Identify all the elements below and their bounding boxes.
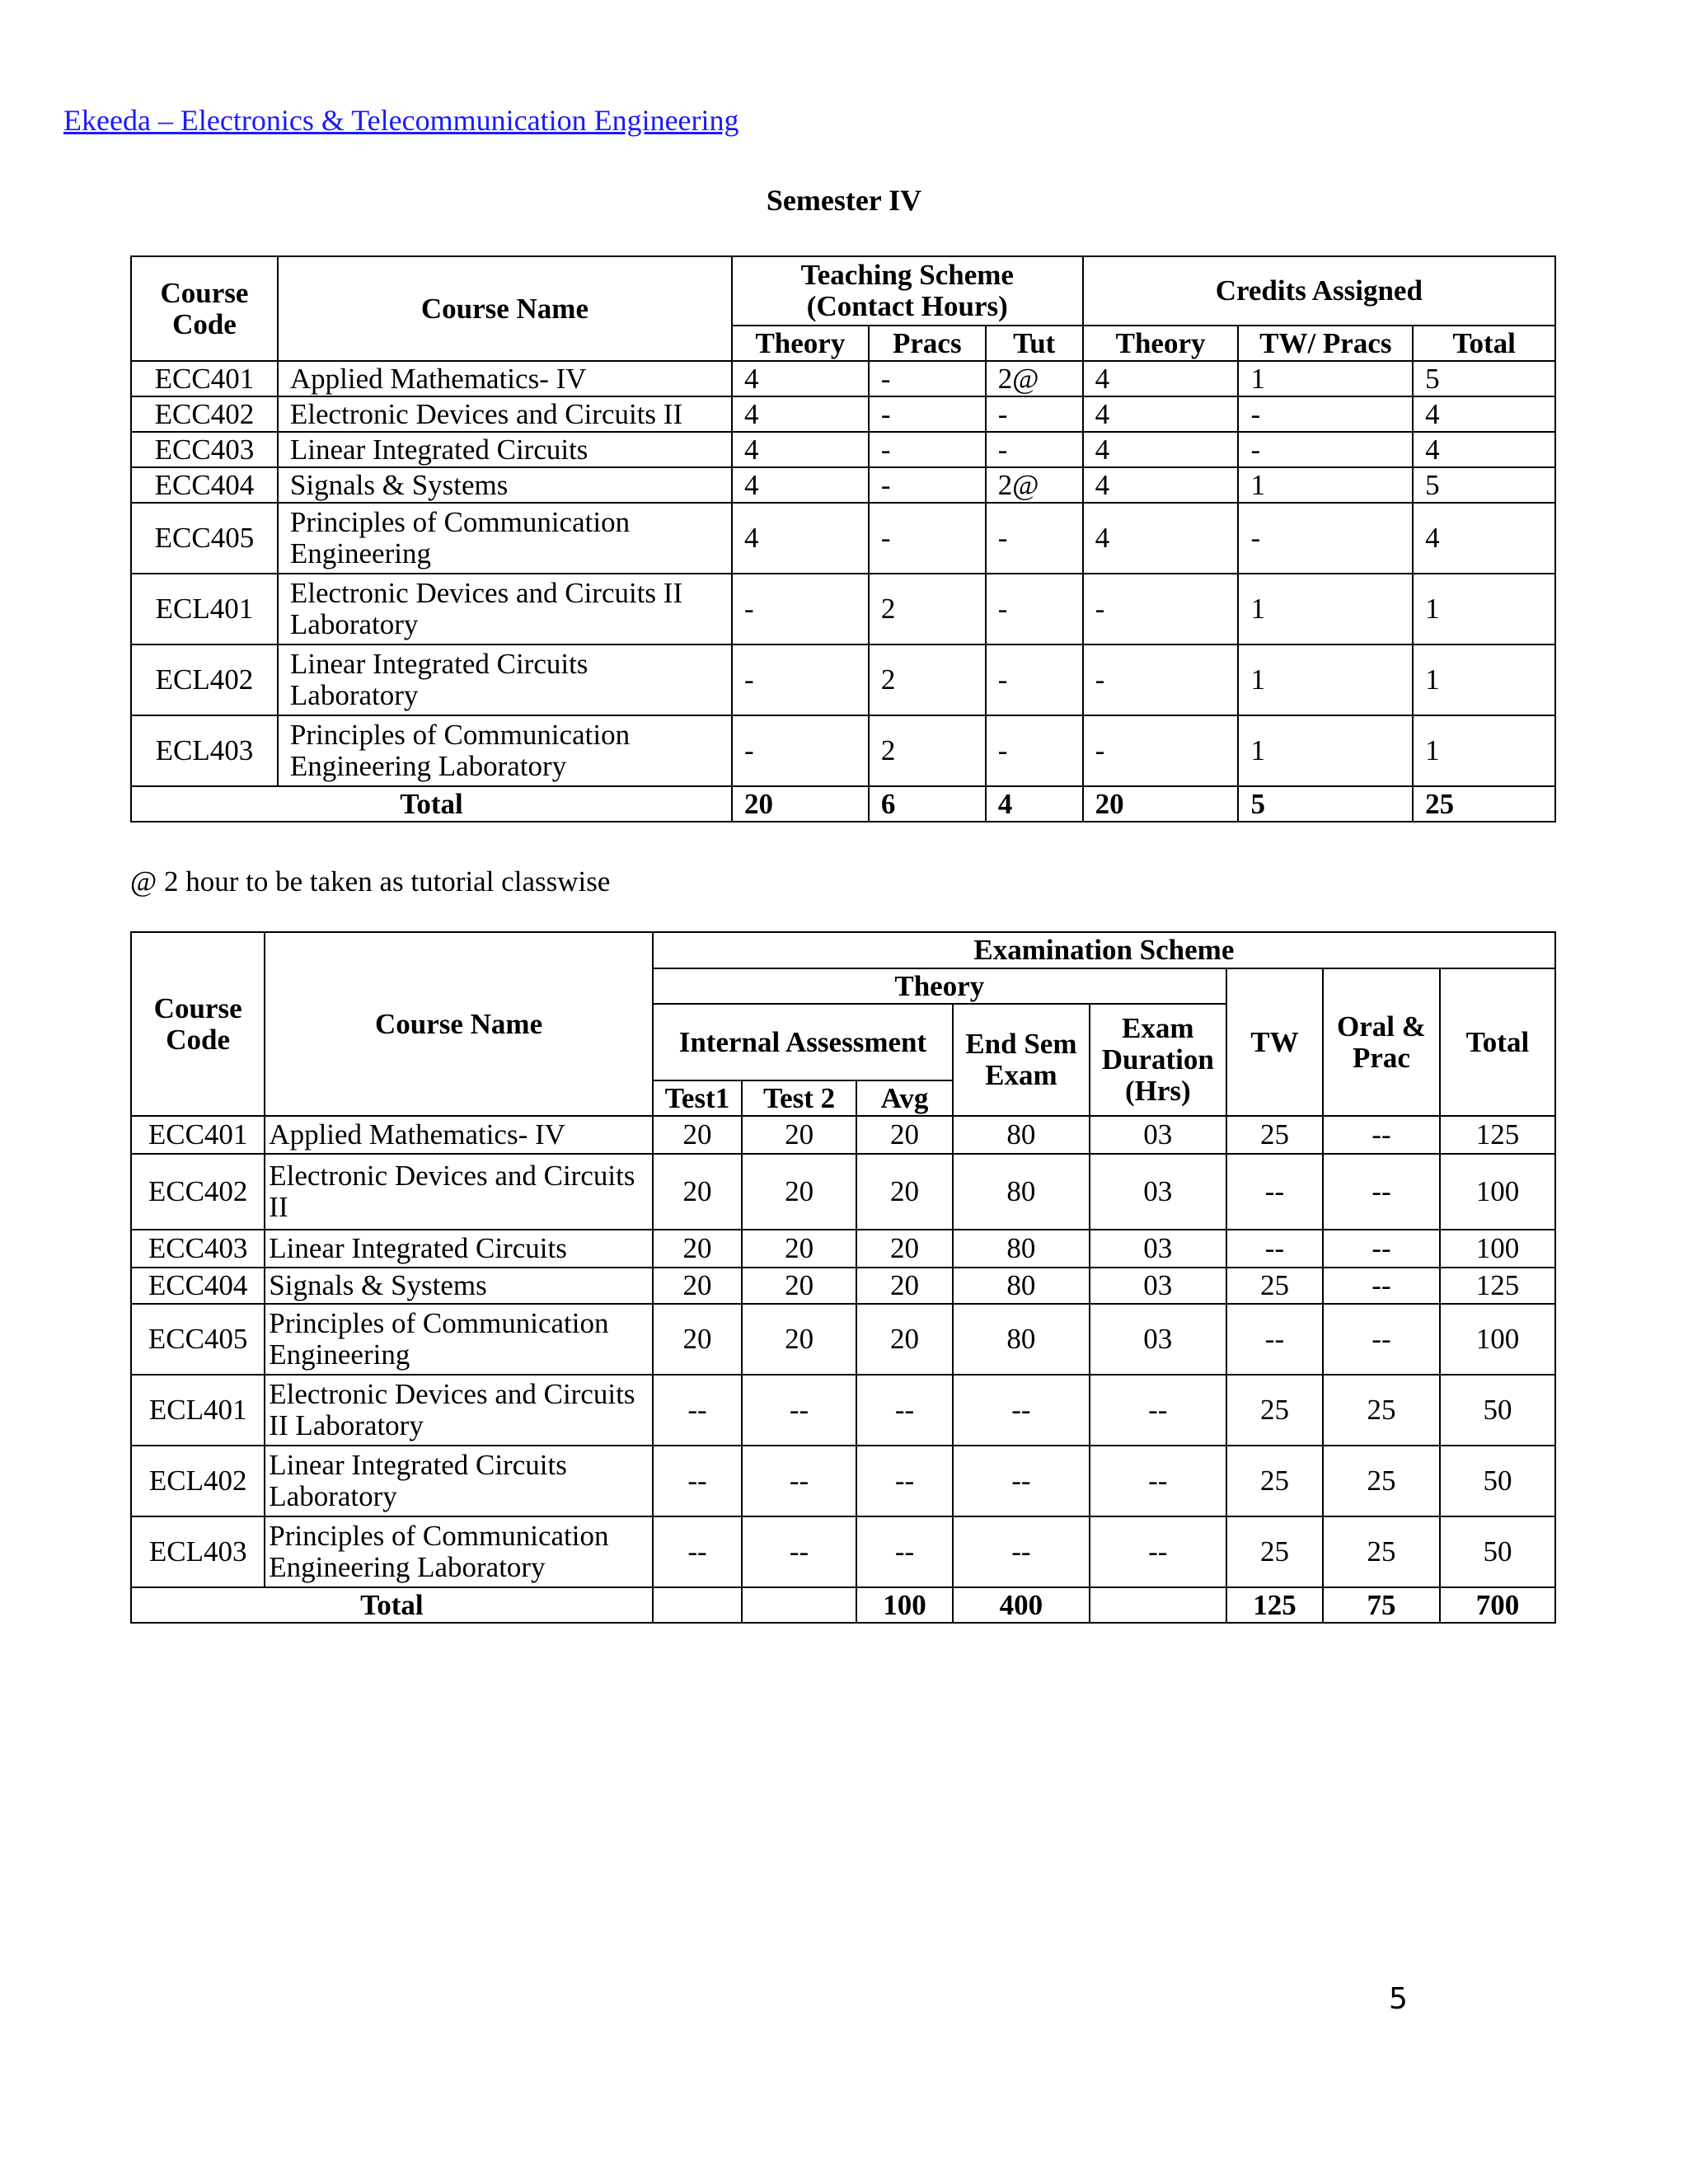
header-credits-assigned: Credits Assigned bbox=[1083, 256, 1555, 326]
course-name: Principles of Communication Engineering bbox=[265, 1304, 652, 1375]
cell: - bbox=[732, 574, 869, 644]
cell: - bbox=[986, 396, 1083, 432]
course-name: Electronic Devices and Circuits II bbox=[265, 1154, 652, 1230]
cell: 20 bbox=[742, 1268, 856, 1304]
table-row bbox=[131, 1304, 1555, 1375]
course-name: Linear Integrated Circuits bbox=[265, 1230, 652, 1268]
cell: 80 bbox=[953, 1154, 1090, 1230]
cell: 1 bbox=[1238, 574, 1413, 644]
total-cell bbox=[1090, 1587, 1226, 1623]
cell: 100 bbox=[1440, 1304, 1555, 1375]
cell: - bbox=[732, 715, 869, 786]
course-name: Electronic Devices and Circuits II Laboratory bbox=[278, 574, 732, 644]
table-row bbox=[131, 503, 1555, 574]
total-cell: 100 bbox=[856, 1587, 953, 1623]
cell: 4 bbox=[1083, 432, 1239, 467]
cell: 1 bbox=[1413, 715, 1555, 786]
course-name: Linear Integrated Circuits bbox=[278, 432, 732, 467]
cell: - bbox=[869, 467, 986, 503]
course-name: Applied Mathematics- IV bbox=[265, 1116, 652, 1154]
course-code: ECL402 bbox=[131, 1446, 265, 1516]
cell: 20 bbox=[653, 1154, 742, 1230]
header-total: Total bbox=[1440, 968, 1555, 1116]
cell: 20 bbox=[653, 1230, 742, 1268]
total-row bbox=[131, 1587, 1555, 1623]
total-cell: 25 bbox=[1413, 786, 1555, 822]
header-end-sem-exam: End Sem Exam bbox=[953, 1004, 1090, 1116]
table-row bbox=[131, 574, 1555, 644]
cell: 20 bbox=[856, 1230, 953, 1268]
cell: 2 bbox=[869, 715, 986, 786]
cell: 80 bbox=[953, 1304, 1090, 1375]
cell: 125 bbox=[1440, 1116, 1555, 1154]
cell: - bbox=[869, 503, 986, 574]
header-theory: Theory bbox=[732, 326, 869, 361]
header-link[interactable]: Ekeeda – Electronics & Telecommunication Engineering bbox=[63, 104, 739, 137]
course-code: ECC402 bbox=[131, 1154, 265, 1230]
cell: -- bbox=[1323, 1230, 1440, 1268]
table-row bbox=[131, 467, 1555, 503]
course-code: ECC403 bbox=[131, 1230, 265, 1268]
course-name: Signals & Systems bbox=[278, 467, 732, 503]
cell: 25 bbox=[1226, 1268, 1323, 1304]
cell: -- bbox=[953, 1516, 1090, 1587]
total-cell: 4 bbox=[986, 786, 1083, 822]
cell: 80 bbox=[953, 1268, 1090, 1304]
header-course-code: Course Code bbox=[131, 932, 265, 1116]
cell: -- bbox=[1090, 1446, 1226, 1516]
total-cell: 400 bbox=[953, 1587, 1090, 1623]
cell: 80 bbox=[953, 1116, 1090, 1154]
cell: - bbox=[1238, 432, 1413, 467]
table-row bbox=[131, 644, 1555, 715]
course-name: Linear Integrated Circuits Laboratory bbox=[278, 644, 732, 715]
table-row bbox=[131, 1268, 1555, 1304]
cell: -- bbox=[1323, 1154, 1440, 1230]
header-course-name: Course Name bbox=[278, 256, 732, 361]
cell: 20 bbox=[653, 1116, 742, 1154]
cell: 20 bbox=[653, 1304, 742, 1375]
cell: 100 bbox=[1440, 1154, 1555, 1230]
cell: 1 bbox=[1238, 644, 1413, 715]
cell: 4 bbox=[732, 361, 869, 396]
cell: 5 bbox=[1413, 361, 1555, 396]
cell: -- bbox=[1090, 1375, 1226, 1446]
course-name: Principles of Communication Engineering Laboratory bbox=[265, 1516, 652, 1587]
total-cell: 75 bbox=[1323, 1587, 1440, 1623]
table-row bbox=[131, 1154, 1555, 1230]
cell: 4 bbox=[732, 467, 869, 503]
header-pracs: Pracs bbox=[869, 326, 986, 361]
cell: 03 bbox=[1090, 1154, 1226, 1230]
cell: 20 bbox=[742, 1304, 856, 1375]
cell: -- bbox=[856, 1516, 953, 1587]
cell: 125 bbox=[1440, 1268, 1555, 1304]
cell: 25 bbox=[1323, 1516, 1440, 1587]
table-row bbox=[131, 1516, 1555, 1587]
cell: 1 bbox=[1238, 715, 1413, 786]
cell: 80 bbox=[953, 1230, 1090, 1268]
table-row bbox=[131, 432, 1555, 467]
course-name: Electronic Devices and Circuits II bbox=[278, 396, 732, 432]
cell: 1 bbox=[1238, 361, 1413, 396]
course-code: ECC401 bbox=[131, 361, 278, 396]
total-cell: 5 bbox=[1238, 786, 1413, 822]
header-course-code: Course Code bbox=[131, 256, 278, 361]
cell: - bbox=[1083, 574, 1239, 644]
cell: 4 bbox=[1083, 361, 1239, 396]
cell: -- bbox=[1226, 1230, 1323, 1268]
total-cell bbox=[653, 1587, 742, 1623]
course-name: Electronic Devices and Circuits II Laboratory bbox=[265, 1375, 652, 1446]
course-code: ECC404 bbox=[131, 1268, 265, 1304]
course-code: ECC402 bbox=[131, 396, 278, 432]
cell: 20 bbox=[742, 1230, 856, 1268]
cell: 20 bbox=[856, 1304, 953, 1375]
cell: -- bbox=[742, 1446, 856, 1516]
cell: 2@ bbox=[986, 361, 1083, 396]
cell: -- bbox=[953, 1375, 1090, 1446]
cell: 4 bbox=[1083, 396, 1239, 432]
header-tw: TW bbox=[1226, 968, 1323, 1116]
cell: 4 bbox=[1413, 432, 1555, 467]
header-total: Total bbox=[1413, 326, 1555, 361]
course-code: ECC405 bbox=[131, 503, 278, 574]
course-code: ECC403 bbox=[131, 432, 278, 467]
course-name: Linear Integrated Circuits Laboratory bbox=[265, 1446, 652, 1516]
header-test2: Test 2 bbox=[742, 1080, 856, 1116]
total-cell: 6 bbox=[869, 786, 986, 822]
cell: - bbox=[869, 396, 986, 432]
cell: 03 bbox=[1090, 1116, 1226, 1154]
cell: 25 bbox=[1323, 1446, 1440, 1516]
header-test1: Test1 bbox=[653, 1080, 742, 1116]
cell: 25 bbox=[1226, 1375, 1323, 1446]
cell: 20 bbox=[856, 1116, 953, 1154]
page-number: 5 bbox=[1389, 1982, 1408, 2016]
cell: 4 bbox=[732, 432, 869, 467]
cell: 4 bbox=[1083, 467, 1239, 503]
header-theory: Theory bbox=[653, 968, 1226, 1004]
header-internal-assessment: Internal Assessment bbox=[653, 1004, 953, 1080]
cell: - bbox=[986, 644, 1083, 715]
course-name: Principles of Communication Engineering bbox=[278, 503, 732, 574]
header-course-name: Course Name bbox=[265, 932, 652, 1116]
cell: - bbox=[986, 432, 1083, 467]
cell: -- bbox=[953, 1446, 1090, 1516]
cell: 4 bbox=[732, 503, 869, 574]
cell: 25 bbox=[1226, 1116, 1323, 1154]
cell: -- bbox=[1226, 1154, 1323, 1230]
cell: - bbox=[732, 644, 869, 715]
table-row bbox=[131, 361, 1555, 396]
cell: - bbox=[986, 715, 1083, 786]
header-tut: Tut bbox=[986, 326, 1083, 361]
table-row bbox=[131, 1446, 1555, 1516]
cell: 100 bbox=[1440, 1230, 1555, 1268]
total-cell: 700 bbox=[1440, 1587, 1555, 1623]
course-name: Principles of Communication Engineering Laboratory bbox=[278, 715, 732, 786]
cell: 5 bbox=[1413, 467, 1555, 503]
cell: 03 bbox=[1090, 1304, 1226, 1375]
exam-table-body bbox=[131, 1116, 1555, 1623]
cell: 4 bbox=[1413, 503, 1555, 574]
cell: - bbox=[1238, 503, 1413, 574]
header-exam-duration: Exam Duration (Hrs) bbox=[1090, 1004, 1226, 1116]
table-row bbox=[131, 1230, 1555, 1268]
cell: - bbox=[1083, 644, 1239, 715]
cell: -- bbox=[1323, 1116, 1440, 1154]
teaching-scheme-table bbox=[130, 255, 1556, 823]
cell: 03 bbox=[1090, 1268, 1226, 1304]
course-code: ECL401 bbox=[131, 574, 278, 644]
table-row bbox=[131, 715, 1555, 786]
course-code: ECL401 bbox=[131, 1375, 265, 1446]
total-cell: 20 bbox=[1083, 786, 1239, 822]
cell: 20 bbox=[742, 1116, 856, 1154]
header-examination-scheme: Examination Scheme bbox=[653, 932, 1555, 968]
cell: -- bbox=[1323, 1304, 1440, 1375]
cell: -- bbox=[653, 1516, 742, 1587]
cell: -- bbox=[856, 1375, 953, 1446]
table-row bbox=[131, 396, 1555, 432]
cell: 20 bbox=[742, 1154, 856, 1230]
cell: 50 bbox=[1440, 1375, 1555, 1446]
course-code: ECL403 bbox=[131, 1516, 265, 1587]
header-oral-prac: Oral & Prac bbox=[1323, 968, 1440, 1116]
course-code: ECC404 bbox=[131, 467, 278, 503]
cell: -- bbox=[742, 1516, 856, 1587]
examination-scheme-table bbox=[130, 931, 1556, 1624]
cell: 2 bbox=[869, 574, 986, 644]
cell: - bbox=[869, 432, 986, 467]
teaching-table-body bbox=[131, 361, 1555, 822]
cell: 20 bbox=[856, 1154, 953, 1230]
cell: 2@ bbox=[986, 467, 1083, 503]
cell: -- bbox=[653, 1446, 742, 1516]
cell: 1 bbox=[1413, 574, 1555, 644]
cell: 50 bbox=[1440, 1516, 1555, 1587]
total-row bbox=[131, 786, 1555, 822]
total-cell: 20 bbox=[732, 786, 869, 822]
header-credit-theory: Theory bbox=[1083, 326, 1239, 361]
total-cell bbox=[742, 1587, 856, 1623]
cell: 1 bbox=[1413, 644, 1555, 715]
header-tw-pracs: TW/ Pracs bbox=[1238, 326, 1413, 361]
course-code: ECL402 bbox=[131, 644, 278, 715]
cell: 20 bbox=[856, 1268, 953, 1304]
cell: - bbox=[1083, 715, 1239, 786]
course-name: Signals & Systems bbox=[265, 1268, 652, 1304]
cell: - bbox=[1238, 396, 1413, 432]
header-teaching-scheme: Teaching Scheme (Contact Hours) bbox=[732, 256, 1083, 326]
cell: 4 bbox=[1083, 503, 1239, 574]
course-name: Applied Mathematics- IV bbox=[278, 361, 732, 396]
cell: 25 bbox=[1226, 1446, 1323, 1516]
cell: -- bbox=[742, 1375, 856, 1446]
header-avg: Avg bbox=[856, 1080, 953, 1116]
cell: 03 bbox=[1090, 1230, 1226, 1268]
cell: 4 bbox=[732, 396, 869, 432]
cell: -- bbox=[856, 1446, 953, 1516]
cell: - bbox=[986, 503, 1083, 574]
semester-title: Semester IV bbox=[766, 184, 922, 217]
cell: 2 bbox=[869, 644, 986, 715]
cell: 50 bbox=[1440, 1446, 1555, 1516]
total-label: Total bbox=[131, 786, 732, 822]
cell: - bbox=[869, 361, 986, 396]
cell: -- bbox=[1090, 1516, 1226, 1587]
cell: 20 bbox=[653, 1268, 742, 1304]
tutorial-note: @ 2 hour to be taken as tutorial classwise bbox=[130, 865, 611, 898]
cell: -- bbox=[1226, 1304, 1323, 1375]
total-cell: 125 bbox=[1226, 1587, 1323, 1623]
cell: - bbox=[986, 574, 1083, 644]
course-code: ECC401 bbox=[131, 1116, 265, 1154]
course-code: ECC405 bbox=[131, 1304, 265, 1375]
cell: 25 bbox=[1226, 1516, 1323, 1587]
cell: -- bbox=[653, 1375, 742, 1446]
total-label: Total bbox=[131, 1587, 653, 1623]
cell: 4 bbox=[1413, 396, 1555, 432]
cell: 1 bbox=[1238, 467, 1413, 503]
table-row bbox=[131, 1375, 1555, 1446]
cell: -- bbox=[1323, 1268, 1440, 1304]
cell: 25 bbox=[1323, 1375, 1440, 1446]
course-code: ECL403 bbox=[131, 715, 278, 786]
table-row bbox=[131, 1116, 1555, 1154]
